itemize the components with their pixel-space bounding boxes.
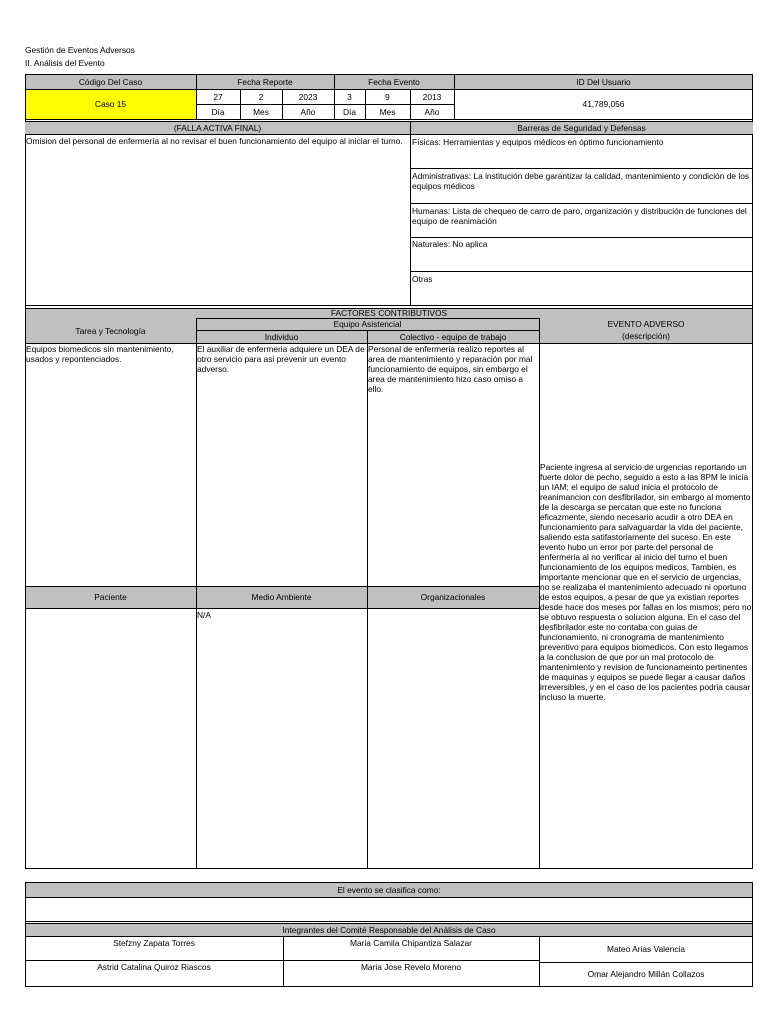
medio-ambiente-text: N/A <box>197 610 211 620</box>
comite-label: Integrantes del Comité Responsable del Análisis de Caso <box>282 924 496 935</box>
comite-member-4: Astrid Catalina Quiroz Riascos <box>97 962 211 972</box>
falla-label: (FALLA ACTIVA FINAL) <box>173 122 262 133</box>
paciente-label: Paciente <box>94 592 127 602</box>
factores-label: FACTORES CONTRIBUTIVOS <box>330 308 448 318</box>
user-id-value: 41,789,056 <box>582 99 625 109</box>
barrera-otras: Otras <box>412 274 433 284</box>
colectivo-text: Personal de enfermeria realizo reportes al area de mantenimiento y reparación por mal funcionamiento de equipos, sin embargo el area de mantenimiento hizo caso omiso a ello. <box>368 344 533 394</box>
report-year-value: 2023 <box>298 91 318 102</box>
event-year-value: 2013 <box>422 91 442 102</box>
evento-adverso-text: Paciente ingresa al servicio de urgencias reportando un fuerte dolor de pecho, seguido a esto a las 8PM le inicia un IAM; el equipo de salud inicia el protocolo de reanimancion con desfibrilador, sin embargo al momento de la descarga se percatan que este no funciona eficazmente, siendo necesario acudir a otro DEA en funcionamiento para salvaguardar la vida del paciente, saliendo esta satifastoriamente del suceso. En este evento hubo un error por parte del personal de enfermeria al no verificar al inicio del turno el buen funcionamiento de los equipos medicos, Tambien, es importante mencionar que en el servicio de urgencias, no se realizaba el mantenimiento adecuado ni oportuno de estos equipos, a pesar de que ya existian reportes desde hace dos meses por fallas en los mismos; pero no se obtuvo respuesta o solucion alguna. En el caso del desfibrilador este no contaba con guias de funcionamiento, ni cronograma de mantenimiento preventivo para equipos biomedicos. Con esto llegamos a la conclusion de que por un mal protocolo de mantenimiento y revision de funcionameinto pertinentes de maquinas y equipos se puede llegar a causar daños irreversibles, y en el caso de los pacientes podria causar incluso la muerte. <box>540 462 752 702</box>
comite-member-3: Mateo Arias Valencia <box>606 944 686 954</box>
case-code-label: Código Del Caso <box>78 76 143 87</box>
case-code-value: Caso 15 <box>94 99 127 109</box>
event-day-value: 3 <box>347 91 352 102</box>
user-id-label: ID Del Usuario <box>576 76 631 87</box>
clasificacion-label: El evento se clasifica como: <box>337 884 441 895</box>
equipo-asistencial-label: Equipo Asistencial <box>333 319 402 329</box>
colectivo-label: Colectivo - equipo de trabajo <box>399 331 507 342</box>
report-month-value: 2 <box>258 91 264 102</box>
event-month-value: 9 <box>385 91 390 102</box>
document-title: Gestión de Eventos Adversos <box>25 45 135 55</box>
individuo-text: El auxiliar de enfermeria adquiere un DEA de otro servicio para asi prevenir un evento adverso. <box>197 344 365 374</box>
barreras-label: Barreras de Seguridad y Defensas <box>517 122 646 133</box>
evento-adverso-label: EVENTO ADVERSO <box>607 319 685 329</box>
clasificacion-value <box>25 897 753 921</box>
report-month-label: Mes <box>253 106 269 117</box>
falla-text: Omision del personal de enfermería al no revisar el buen funcionamiento del equipo al iniciar el turno. <box>26 136 403 146</box>
event-year-label: Año <box>424 106 440 117</box>
organizacionales-label: Organizacionales <box>420 592 486 602</box>
barrera-administrativas: Administrativas: La institución debe garantizar la calidad, mantenimiento y condición de los equipos médicos <box>412 171 750 191</box>
report-year-label: Año <box>300 106 316 117</box>
medio-ambiente-label: Medio Ambiente <box>251 592 312 602</box>
section-title: II. Análisis del Evento <box>25 58 105 68</box>
barrera-humanas: Humanas: Lista de chequeo de carro de paro, organización y distribución de funciones del equipo de reanimación <box>412 206 747 226</box>
report-date-label: Fecha Reporte <box>237 76 293 87</box>
comite-member-5: Maria Jose Revelo Moreno <box>360 962 462 972</box>
comite-member-1: Stefzny Zapata Torres <box>113 938 195 948</box>
tarea-label: Tarea y Tecnología <box>75 325 146 336</box>
tarea-text: Equipos biomedicos sin mantenimiento, usados y repontenciados. <box>26 344 174 364</box>
comite-member-6: Omar Alejandro Millán Collazos <box>587 969 705 979</box>
event-date-label: Fecha Evento <box>368 76 420 87</box>
evento-adverso-sublabel: (descripción) <box>622 331 670 341</box>
report-day-label: Día <box>211 106 225 117</box>
report-day-value: 27 <box>213 91 223 102</box>
event-month-label: Mes <box>379 106 396 117</box>
event-day-label: Día <box>342 106 357 117</box>
individuo-label: Individuo <box>264 331 299 342</box>
barrera-naturales: Naturales: No aplica <box>412 239 488 249</box>
barrera-fisicas: Físicas: Herramientas y equipos médicos en óptimo funcionamiento <box>412 137 664 147</box>
comite-member-2: Maria Camila Chipantiza Salazar <box>350 938 472 948</box>
